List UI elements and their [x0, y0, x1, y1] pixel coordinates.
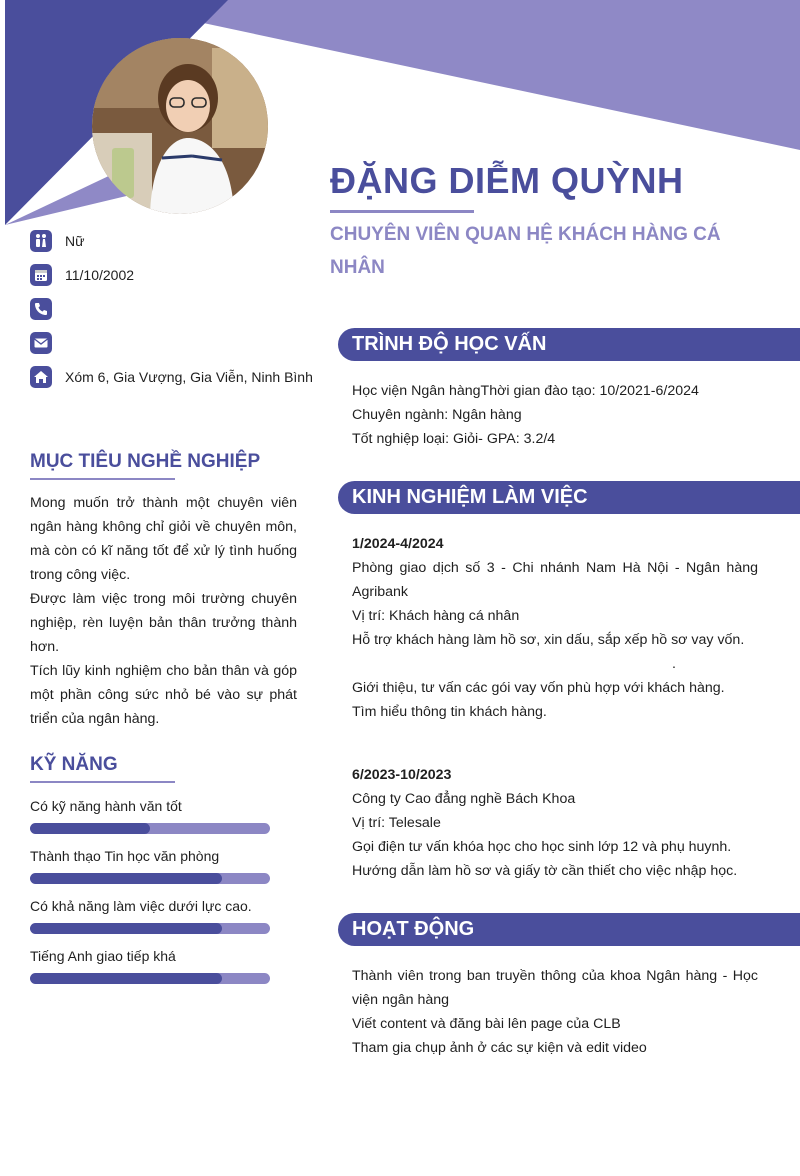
- job-duty: Hướng dẫn làm hồ sơ và giấy tờ cần thiết cho việc nhập học.: [352, 863, 738, 879]
- home-icon: [30, 366, 52, 388]
- address-text: Xóm 6, Gia Vượng, Gia Viễn, Ninh Bình: [65, 369, 313, 385]
- objective-heading: MỤC TIÊU NGHỀ NGHIỆP: [30, 451, 261, 472]
- contact-address: [30, 360, 320, 394]
- education-heading: TRÌNH ĐỘ HỌC VẤN: [338, 328, 800, 361]
- birthday-text: 11/10/2002: [65, 267, 135, 283]
- skill-name: Có kỹ năng hành văn tốt: [30, 798, 182, 814]
- experience-job-2: [352, 763, 758, 883]
- job-duty: Tìm hiểu thông tin khách hàng.: [352, 704, 547, 720]
- gender-icon: [30, 230, 52, 252]
- phone-icon: [30, 298, 52, 320]
- job-period: 1/2024-4/2024: [352, 536, 444, 552]
- job-position: Vị trí: Telesale: [352, 815, 441, 831]
- gender-text: Nữ: [65, 233, 85, 249]
- skill-level: [30, 823, 150, 834]
- skill-item: [30, 945, 270, 995]
- contact-birthday: [30, 258, 320, 292]
- education-line: Học viện Ngân hàngThời gian đào tạo: 10/2021-6/2024: [352, 383, 699, 399]
- profile-photo: [92, 38, 268, 214]
- skill-bar: [30, 973, 270, 984]
- job-duty: Hỗ trợ khách hàng làm hồ sơ, xin dấu, sắp xếp hồ sơ vay vốn.: [352, 632, 745, 648]
- skill-bar: [30, 823, 270, 834]
- contact-gender: [30, 224, 320, 258]
- job-title: CHUYÊN VIÊN QUAN HỆ KHÁCH HÀNG CÁ NHÂN: [330, 224, 721, 278]
- skill-name: Tiếng Anh giao tiếp khá: [30, 948, 176, 964]
- skill-level: [30, 873, 222, 884]
- objective-text: [30, 491, 297, 731]
- full-name: ĐẶNG DIỄM QUỲNH: [330, 160, 684, 201]
- skills-list: [30, 795, 270, 995]
- calendar-icon: [30, 264, 52, 286]
- job-position: Vị trí: Khách hàng cá nhân: [352, 608, 520, 624]
- skill-item: [30, 795, 270, 845]
- objective-paragraph: Tích lũy kinh nghiệm cho bản thân và góp một phần công sức nhỏ bé vào sự phát triển của ngân hàng.: [30, 663, 297, 727]
- skill-name: Thành thạo Tin học văn phòng: [30, 848, 220, 864]
- job-duty: Gọi điện tư vấn khóa học cho học sinh lớp 12 và phụ huynh.: [352, 839, 732, 855]
- education-line: Chuyên ngành: Ngân hàng: [352, 407, 522, 423]
- skill-bar: [30, 923, 270, 934]
- contact-list: [30, 224, 320, 394]
- objective-underline: [30, 478, 175, 480]
- job-company: Phòng giao dịch số 3 - Chi nhánh Nam Hà Nội - Ngân hàng Agribank: [352, 560, 758, 600]
- activities-body: [352, 964, 758, 1060]
- mail-icon: [30, 332, 52, 354]
- name-underline: [330, 210, 474, 213]
- skills-heading: KỸ NĂNG: [30, 754, 118, 775]
- experience-heading: KINH NGHIỆM LÀM VIỆC: [338, 481, 800, 514]
- activity-line: Tham gia chụp ảnh ở các sự kiện và edit video: [352, 1040, 647, 1056]
- skill-item: [30, 845, 270, 895]
- skill-level: [30, 973, 222, 984]
- contact-phone: [30, 292, 320, 326]
- objective-paragraph: Được làm việc trong môi trường chuyên nghiệp, rèn luyện bản thân trưởng thành hơn.: [30, 591, 297, 655]
- skills-underline: [30, 781, 175, 783]
- activities-heading: HOẠT ĐỘNG: [338, 913, 800, 946]
- skill-bar: [30, 873, 270, 884]
- skill-level: [30, 923, 222, 934]
- experience-job-1: [352, 532, 758, 724]
- job-separator-dot: .: [672, 656, 676, 672]
- skill-name: Có khả năng làm việc dưới lực cao.: [30, 898, 252, 914]
- skill-item: [30, 895, 270, 945]
- job-period: 6/2023-10/2023: [352, 767, 452, 783]
- job-company: Công ty Cao đẳng nghề Bách Khoa: [352, 791, 576, 807]
- contact-email: [30, 326, 320, 360]
- activity-line: Thành viên trong ban truyền thông của khoa Ngân hàng - Học viện ngân hàng: [352, 968, 758, 1008]
- job-duty: Giới thiệu, tư vấn các gói vay vốn phù hợp với khách hàng.: [352, 680, 725, 696]
- education-body: [352, 379, 758, 451]
- education-line: Tốt nghiệp loại: Giỏi- GPA: 3.2/4: [352, 431, 556, 447]
- objective-paragraph: Mong muốn trở thành một chuyên viên ngân hàng không chỉ giỏi về chuyên môn, mà còn có kĩ năng tốt để xử lý tình huống trong công việc.: [30, 495, 297, 583]
- activity-line: Viết content và đăng bài lên page của CLB: [352, 1016, 621, 1032]
